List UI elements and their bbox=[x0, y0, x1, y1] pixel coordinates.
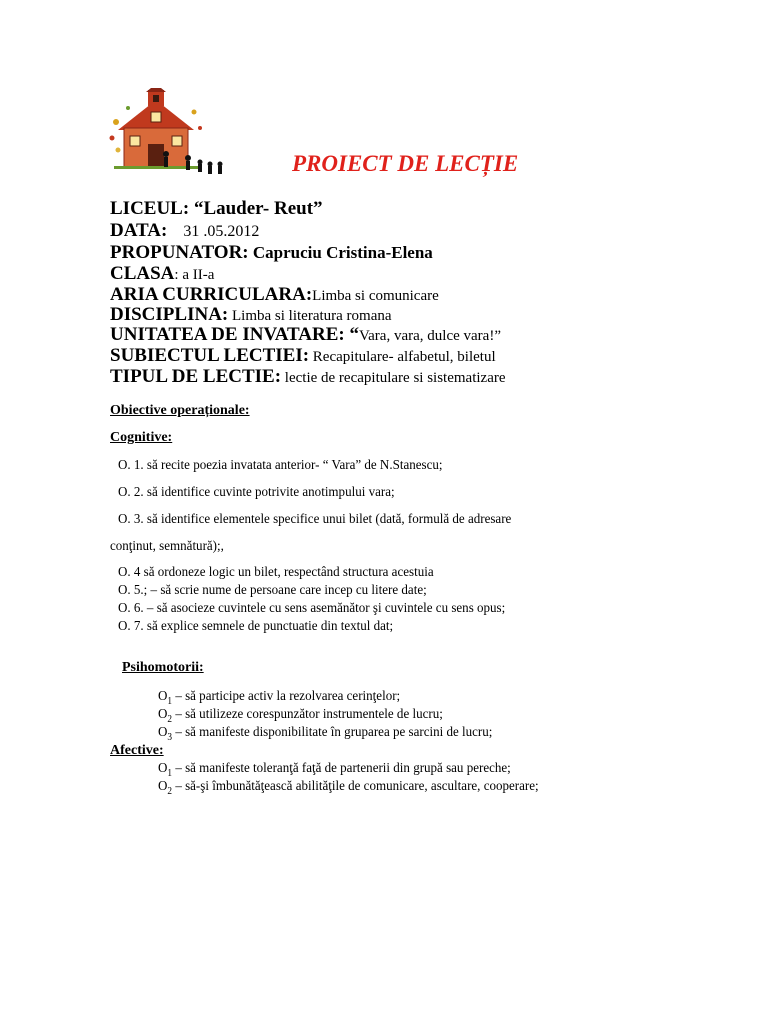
info-subiectul bbox=[110, 345, 496, 367]
objective-code: O bbox=[158, 761, 168, 776]
info-aria bbox=[110, 284, 439, 306]
info-clasa bbox=[110, 263, 214, 285]
psihomotorii-item bbox=[158, 725, 492, 743]
info-value: 31 .05.2012 bbox=[183, 223, 260, 240]
objective-index: 2 bbox=[167, 713, 173, 725]
cognitive-item: O. 5.; – să scrie nume de persoane care incep cu litere date; bbox=[118, 583, 427, 598]
psihomotorii-item bbox=[158, 707, 443, 725]
cognitive-heading: Cognitive: bbox=[110, 430, 173, 445]
school-house-logo bbox=[104, 88, 228, 180]
info-data bbox=[110, 220, 259, 242]
info-label: SUBIECTUL LECTIEI: bbox=[110, 345, 310, 366]
objective-index: 1 bbox=[167, 695, 173, 707]
info-value: lectie de recapitulare si sistematizare bbox=[281, 370, 506, 386]
objective-code: O bbox=[158, 725, 168, 740]
objective-index: 3 bbox=[167, 731, 173, 743]
info-value: Limba si comunicare bbox=[312, 288, 439, 304]
objective-index: 2 bbox=[167, 785, 173, 797]
info-liceul bbox=[110, 198, 323, 219]
objective-text: – să utilizeze corespunzător instrumentele de lucru; bbox=[172, 707, 443, 722]
info-value: Recapitulare- alfabetul, biletul bbox=[309, 349, 496, 365]
info-propunator bbox=[110, 242, 433, 263]
objective-text: – să manifeste disponibilitate în gruparea pe sarcini de lucru; bbox=[172, 725, 493, 740]
afective-item bbox=[158, 761, 511, 779]
afective-item bbox=[158, 779, 539, 797]
info-label: UNITATEA DE INVATARE: “ bbox=[110, 324, 359, 345]
cognitive-item: O. 3. să identifice elementele specifice unui bilet (dată, formulă de adresare bbox=[118, 512, 512, 527]
cognitive-item: O. 6. – să asocieze cuvintele cu sens asemănător şi cuvintele cu sens opus; bbox=[118, 601, 506, 616]
info-disciplina bbox=[110, 304, 392, 326]
info-value: “Lauder- Reut” bbox=[189, 198, 323, 219]
psihomotorii-item bbox=[158, 689, 400, 707]
info-label: ARIA CURRICULARA: bbox=[110, 284, 313, 305]
cognitive-item: conţinut, semnătură);, bbox=[110, 539, 224, 554]
cognitive-item: O. 2. să identifice cuvinte potrivite anotimpului vara; bbox=[118, 485, 395, 500]
info-value: : a II-a bbox=[174, 267, 215, 283]
info-unitatea bbox=[110, 324, 501, 346]
info-value: Limba si literatura romana bbox=[228, 308, 392, 324]
info-label: DISCIPLINA: bbox=[110, 304, 229, 325]
info-label: TIPUL DE LECTIE: bbox=[110, 366, 282, 387]
objective-code: O bbox=[158, 779, 168, 794]
info-label: LICEUL: bbox=[110, 198, 190, 219]
cognitive-item: O. 4 să ordoneze logic un bilet, respectând structura acestuia bbox=[118, 565, 434, 580]
info-label: CLASA bbox=[110, 263, 175, 284]
info-label: PROPUNATOR: bbox=[110, 242, 249, 263]
cognitive-item: O. 7. să explice semnele de punctuatie din textul dat; bbox=[118, 619, 394, 634]
info-tipul bbox=[110, 366, 506, 388]
info-label: DATA: bbox=[110, 220, 168, 241]
objective-text: – să participe activ la rezolvarea cerinţelor; bbox=[172, 689, 401, 704]
info-value: Capruciu Cristina-Elena bbox=[248, 243, 433, 262]
cognitive-item: O. 1. să recite poezia invatata anterior- “ Vara” de N.Stanescu; bbox=[118, 458, 443, 473]
objective-index: 1 bbox=[167, 767, 173, 779]
objective-code: O bbox=[158, 689, 168, 704]
page-title: PROIECT DE LECȚIE bbox=[292, 151, 519, 176]
objective-text: – să-şi îmbunătăţească abilităţile de comunicare, ascultare, cooperare; bbox=[172, 779, 539, 794]
objective-text: – să manifeste toleranţă faţă de partenerii din grupă sau pereche; bbox=[172, 761, 511, 776]
afective-heading: Afective: bbox=[110, 743, 164, 758]
objective-code: O bbox=[158, 707, 168, 722]
objectives-heading: Obiective operaționale: bbox=[110, 403, 250, 418]
info-value: Vara, vara, dulce vara!” bbox=[358, 328, 501, 344]
psihomotorii-heading: Psihomotorii: bbox=[122, 660, 204, 675]
